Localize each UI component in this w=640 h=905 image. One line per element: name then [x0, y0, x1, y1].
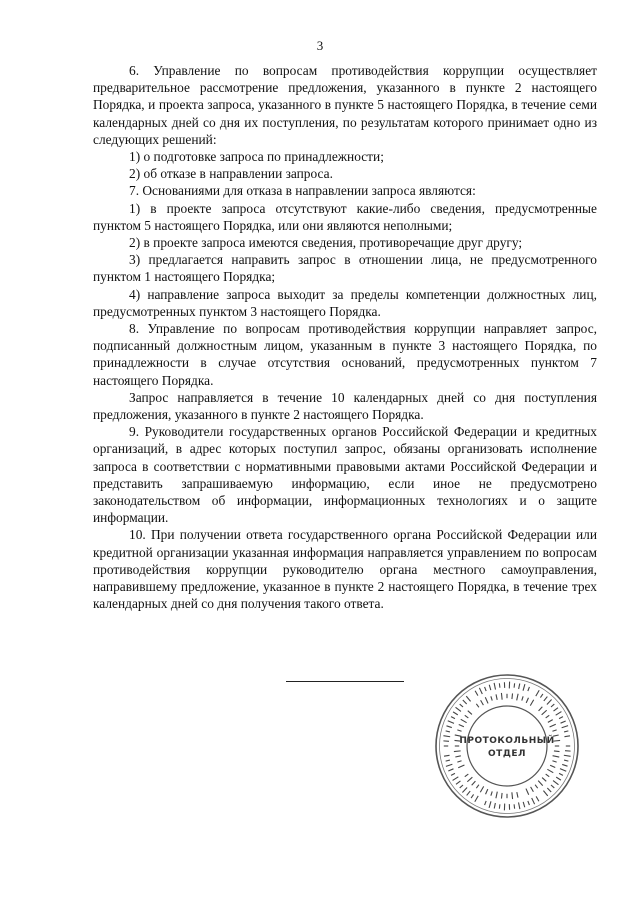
- stamp-ring-glyph: [564, 731, 568, 732]
- stamp-ring-glyph: [501, 793, 502, 799]
- document-body: [93, 62, 597, 613]
- stamp-ring-glyph: [446, 726, 451, 728]
- stamp-inner-ring: [467, 706, 547, 786]
- stamp-ring-glyph: [457, 761, 461, 762]
- stamp-ring-glyph: [446, 760, 450, 761]
- stamp-ring-glyph: [456, 707, 461, 711]
- stamp-ring-glyph: [538, 781, 543, 786]
- stamp-ring-glyph: [476, 785, 479, 789]
- stamp-ring-glyph: [551, 704, 554, 707]
- stamp-ring-glyph: [547, 700, 552, 705]
- stamp-ring-glyph: [486, 789, 488, 794]
- stamp-ring-glyph: [536, 690, 539, 696]
- stamp-ring-glyph: [461, 719, 467, 722]
- stamp-ring-glyph: [491, 791, 492, 795]
- stamp-ring-glyph: [454, 751, 461, 752]
- stamp-ring-glyph: [550, 765, 555, 767]
- stamp-ring-glyph: [466, 696, 470, 701]
- stamp-ring-glyph: [564, 736, 570, 737]
- stamp-ring-glyph: [514, 804, 515, 808]
- stamp-ring-glyph: [551, 785, 554, 788]
- stamp-ring-glyph: [560, 769, 566, 772]
- stamp-ring-glyph: [536, 796, 539, 801]
- stamp-center-line-2: ОТДЕЛ: [488, 749, 526, 759]
- stamp-ring-glyph: [468, 711, 472, 715]
- stamp-ring-glyph: [485, 697, 488, 703]
- stamp-ring-glyph: [471, 794, 474, 798]
- stamp-ring-glyph: [547, 769, 553, 772]
- stamp-ring-glyph: [444, 755, 450, 756]
- stamp-seal-icon: [433, 672, 581, 820]
- stamp-ring-glyph: [553, 781, 558, 785]
- stamp-ring-glyph: [517, 694, 518, 701]
- stamp-ring-glyph: [546, 774, 550, 777]
- stamp-ring-glyph: [451, 717, 455, 719]
- stamp-ring-glyph: [485, 801, 487, 805]
- paragraph-7-item-3: 3) предлагается направить запрос в отношении лица, не предусмотренного пунктом 1 настоящего Порядка;: [93, 252, 597, 285]
- stamp-ring-glyph: [494, 803, 495, 808]
- stamp-ring-glyph: [542, 778, 546, 782]
- stamp-ring-glyph: [453, 777, 459, 781]
- stamp-ring-glyph: [451, 773, 455, 775]
- stamp-ring-glyph: [523, 802, 525, 807]
- stamp-ring-glyph: [494, 683, 495, 690]
- stamp-ring-glyph: [539, 707, 543, 711]
- stamp-ring-glyph: [465, 715, 469, 718]
- stamp-ring-glyph: [443, 736, 450, 737]
- paragraph-10: 10. При получении ответа государственного органа Российской Федерации или кредитной организации указанная информация направляется управлением по вопросам противодействия коррупции руководителю органа местного самоуправления, направившему предложение, указанное в пункте 2 настоящего Порядка, в течение трех календарных дней со дня получения такого ответа.: [93, 527, 597, 612]
- stamp-ring-glyph: [480, 786, 483, 792]
- stamp-ring-glyph: [531, 787, 534, 792]
- stamp-ring-glyph: [455, 756, 460, 757]
- stamp-ring-glyph: [458, 765, 464, 768]
- paragraph-6-item-1: 1) о подготовке запроса по принадлежности;: [129, 149, 384, 165]
- stamp-ring-glyph: [530, 700, 533, 706]
- stamp-ring-glyph: [532, 798, 535, 804]
- stamp-ring-glyph: [463, 700, 467, 704]
- stamp-ring-glyph: [460, 785, 463, 788]
- stamp-ring-glyph: [476, 704, 479, 708]
- stamp-ring-glyph: [499, 683, 500, 687]
- stamp-ring-glyph: [448, 769, 453, 771]
- stamp-ring-glyph: [491, 696, 492, 700]
- stamp-ring-glyph: [481, 700, 484, 705]
- stamp-ring-glyph: [556, 777, 561, 780]
- stamp-ring-glyph: [479, 688, 482, 694]
- stamp-ring-glyph: [467, 777, 472, 782]
- paragraph-7-item-1: 1) в проекте запроса отсутствуют какие-либо сведения, предусмотренные пунктом 5 настоящего Порядка, или они являются неполными;: [93, 200, 597, 233]
- stamp-ring-glyph: [528, 801, 530, 805]
- stamp-ring-glyph: [496, 792, 497, 799]
- stamp-ring-glyph: [472, 781, 476, 785]
- stamp-ring-glyph: [548, 720, 553, 723]
- stamp-ring-glyph: [465, 774, 469, 777]
- stamp-ring-glyph: [559, 717, 563, 719]
- stamp-ring-glyph: [543, 791, 547, 796]
- stamp-ring-glyph: [519, 802, 520, 809]
- stamp-ring-glyph: [535, 785, 538, 789]
- stamp-ring-glyph: [485, 687, 487, 691]
- stamp-outer-ring-inner: [440, 679, 575, 814]
- paragraph-7-item-2: 2) в проекте запроса имеются сведения, противоречащие друг другу;: [129, 235, 523, 251]
- stamp-ring-glyph: [446, 731, 450, 732]
- paragraph-6: 6. Управление по вопросам противодействия коррупции осуществляет предварительное рассмотрение предложения, указанного в пункте 2 настоящего Порядка, и проекта запроса, указанного в пункте 5 настоящего Порядка, в течение семи календарных дней со дня их поступления, по результатам которого принимает одно из следующих решений:: [93, 63, 597, 147]
- stamp-ring-glyph: [512, 693, 513, 699]
- stamp-ring-glyph: [475, 796, 478, 802]
- stamp-ring-glyph: [564, 760, 568, 761]
- stamp-ring-glyph: [559, 773, 563, 775]
- paragraph-7-item-4: 4) направление запроса выходит за пределы компетенции должностных лиц, предусмотренных пунктом 3 настоящего Порядка.: [93, 286, 597, 319]
- stamp-ring-glyph: [542, 710, 547, 715]
- stamp-ring-glyph: [460, 704, 463, 707]
- stamp-ring-glyph: [462, 788, 467, 793]
- stamp-ring-glyph: [547, 788, 551, 792]
- stamp-ring-glyph: [540, 694, 543, 698]
- stamp-ring-glyph: [556, 712, 562, 716]
- stamp-ring-glyph: [456, 781, 460, 784]
- stamp-ring-glyph: [553, 756, 560, 757]
- stamp-ring-glyph: [489, 801, 491, 808]
- stamp-ring-glyph: [554, 751, 560, 752]
- stamp-ring-glyph: [496, 694, 497, 699]
- stamp-ring-glyph: [552, 761, 556, 762]
- paragraph-8: 8. Управление по вопросам противодействия коррупции направляет запрос, подписанный должностным лицом, указанным в пункте 3 настоящего Порядка, по принадлежности в случае отсутствия оснований, предусмотренных пунктом 7 настоящего Порядка.: [93, 321, 597, 388]
- stamp-ring-glyph: [554, 708, 558, 711]
- stamp-ring-glyph: [459, 725, 464, 727]
- stamp-ring-glyph: [514, 683, 515, 687]
- stamp-ring-glyph: [519, 683, 520, 688]
- stamp-ring-glyph: [544, 697, 548, 701]
- stamp-ring-glyph: [467, 791, 471, 795]
- paragraph-7: 7. Основаниями для отказа в направлении запроса являются:: [129, 183, 476, 199]
- stamp-ring-glyph: [562, 764, 567, 766]
- stamp-ring-glyph: [526, 698, 528, 703]
- stamp-ring-glyph: [475, 691, 478, 696]
- official-stamp: [433, 672, 581, 820]
- stamp-ring-glyph: [552, 730, 556, 731]
- stamp-center-line-1: ПРОТОКОЛЬНЫЙ: [459, 736, 555, 746]
- stamp-ring-glyph: [561, 721, 566, 723]
- signature-line: [286, 681, 404, 682]
- paragraph-9: 9. Руководители государственных органов Российской Федерации и кредитных организаций, в адрес которых поступил запрос, обязаны организовать исполнение запроса в соответствии с нормативными правовыми актами Российской Федерации и представить запрашиваемую информацию, если иное не предусмотрено законодательством об информации, информационных технологиях и о защите информации.: [93, 424, 597, 526]
- stamp-ring-glyph: [523, 684, 525, 691]
- stamp-ring-glyph: [517, 792, 518, 797]
- stamp-ring-glyph: [528, 687, 530, 691]
- stamp-ring-glyph: [526, 789, 529, 795]
- stamp-ring-glyph: [522, 696, 523, 700]
- stamp-ring-glyph: [457, 730, 461, 731]
- stamp-ring-glyph: [562, 726, 568, 728]
- paragraph-6-item-2: 2) об отказе в направлении запроса.: [129, 166, 333, 182]
- stamp-ring-glyph: [489, 685, 491, 690]
- stamp-ring-lettering: [443, 682, 570, 811]
- stamp-ring-glyph: [453, 712, 458, 715]
- stamp-ring-glyph: [564, 755, 571, 756]
- stamp-ring-glyph: [501, 693, 502, 700]
- paragraph-8-deadline: Запрос направляется в течение 10 календарных дней со дня поступления предложения, указанного в пункте 2 настоящего Порядка.: [93, 389, 597, 423]
- stamp-ring-glyph: [546, 715, 550, 718]
- stamp-ring-glyph: [499, 804, 500, 808]
- stamp-ring-glyph: [550, 724, 556, 727]
- stamp-ring-glyph: [446, 764, 452, 766]
- stamp-ring-glyph: [512, 792, 513, 799]
- stamp-ring-glyph: [448, 721, 454, 724]
- page-number: 3: [316, 38, 324, 53]
